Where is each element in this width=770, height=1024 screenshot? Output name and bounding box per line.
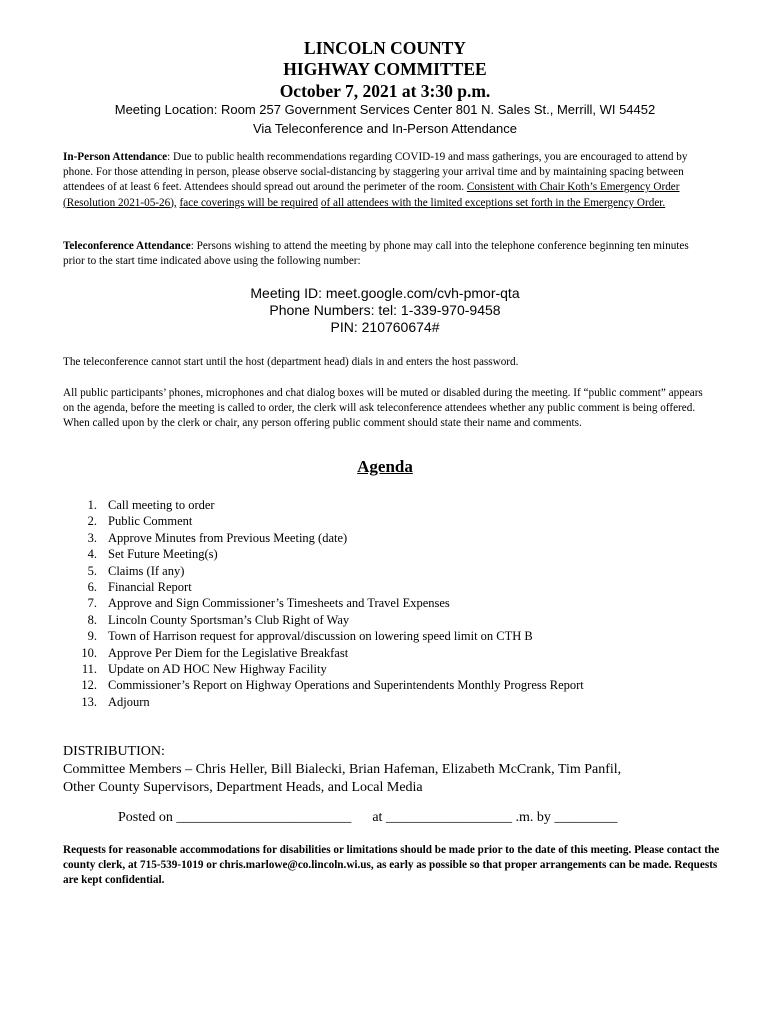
agenda-title: Agenda xyxy=(357,457,413,476)
attendance-mode: Via Teleconference and In-Person Attendance xyxy=(252,121,518,136)
agenda-item: 7. Approve and Sign Commissioner’s Timesheets and Travel Expenses xyxy=(87,596,450,611)
agenda-item: 13. Adjourn xyxy=(81,694,150,709)
agenda-item: 12. Commissioner’s Report on Highway Operations and Superintendents Monthly Progress Report xyxy=(81,678,584,693)
distribution-label: DISTRIBUTION: xyxy=(63,744,165,759)
teleconference-label: Teleconference Attendance xyxy=(63,240,191,252)
agenda-item: 6. Financial Report xyxy=(87,580,192,595)
agenda-item: 10. Approve Per Diem for the Legislative Breakfast xyxy=(81,645,349,660)
meeting-id: Meeting ID: meet.google.com/cvh-pmor-qta xyxy=(250,285,520,301)
agenda-item: 11. Update on AD HOC New Highway Facility xyxy=(81,662,327,677)
in-person-label: In-Person Attendance xyxy=(63,151,168,163)
meeting-date: October 7, 2021 at 3:30 p.m. xyxy=(279,81,491,101)
committee-title: HIGHWAY COMMITTEE xyxy=(283,59,487,79)
agenda-item: 4. Set Future Meeting(s) xyxy=(87,547,218,562)
meeting-location: Meeting Location: Room 257 Government Services Center 801 N. Sales St., Merrill, WI 54452 xyxy=(114,102,656,117)
distribution-members: Committee Members – Chris Heller, Bill Bialecki, Brian Hafeman, Elizabeth McCrank, Tim Panfil, xyxy=(63,762,622,777)
accommodation-requests: Requests for reasonable accommodations for disabilities or limitations should be made prior to the date of this meeting. Please contact the county clerk, at 715-539-1019 or chris.marlowe@co.lincoln.wi.us, as early as possible so that proper arrangements can be made. Requests are kept confidential. xyxy=(63,844,720,887)
agenda-item: 3. Approve Minutes from Previous Meeting (date) xyxy=(87,530,348,545)
emergency-order-text: Consistent with Chair Koth’s Emergency Order (Resolution 2021-05-26), xyxy=(63,181,680,209)
teleconference-paragraph: Teleconference Attendance: Persons wishing to attend the meeting by phone may call into the telephone conference beginning ten minutes prior to the start time indicated above using the following number: xyxy=(63,240,689,268)
agenda-list xyxy=(80,497,584,710)
posted-line: Posted on _________________________ at __________________ .m. by _________ xyxy=(118,810,618,825)
agenda-item: 8. Lincoln County Sportsman’s Club Right of Way xyxy=(87,612,350,627)
agenda-item: 2. Public Comment xyxy=(87,514,193,529)
phone-numbers: Phone Numbers: tel: 1-339-970-9458 xyxy=(269,302,501,318)
agenda-item: 5. Claims (If any) xyxy=(87,563,185,578)
public-comment-note: All public participants’ phones, microphones and chat dialog boxes will be muted or disabled during the meeting. If “public comment” appears on the agenda, before the meeting is called to order, the clerk will ask teleconference attendees whether any public comment is being offered. When called upon by the clerk or chair, any person offering public comment should state their name and comments. xyxy=(63,387,703,430)
agenda-item: 9. Town of Harrison request for approval/discussion on lowering speed limit on CTH B xyxy=(87,629,533,644)
all-attendees-text: of all attendees with the limited exceptions set forth in the Emergency Order. xyxy=(320,196,666,209)
in-person-paragraph: In-Person Attendance: Due to public health recommendations regarding COVID-19 and mass gatherings, you are encouraged to attend by phone. For those attending in person, please observe social-distancing by staggering your arrival time and by maintaining spacing between attendees of at least 6 feet. Attendees should spread out around the perimeter of the room. Consistent with Chair Koth’s Emergency Order (Resolution 2021-05-26), face coverings will be required of all attendees with the limited exceptions set forth in the Emergency Order. xyxy=(63,151,688,209)
host-note: The teleconference cannot start until the host (department head) dials in and enters the host password. xyxy=(63,356,519,368)
county-title: LINCOLN COUNTY xyxy=(304,38,466,58)
distribution-others: Other County Supervisors, Department Heads, and Local Media xyxy=(63,780,423,795)
face-coverings-text: face coverings will be required xyxy=(179,196,319,209)
agenda-item: 1. Call meeting to order xyxy=(87,498,215,512)
meeting-pin: PIN: 210760674# xyxy=(330,319,440,335)
